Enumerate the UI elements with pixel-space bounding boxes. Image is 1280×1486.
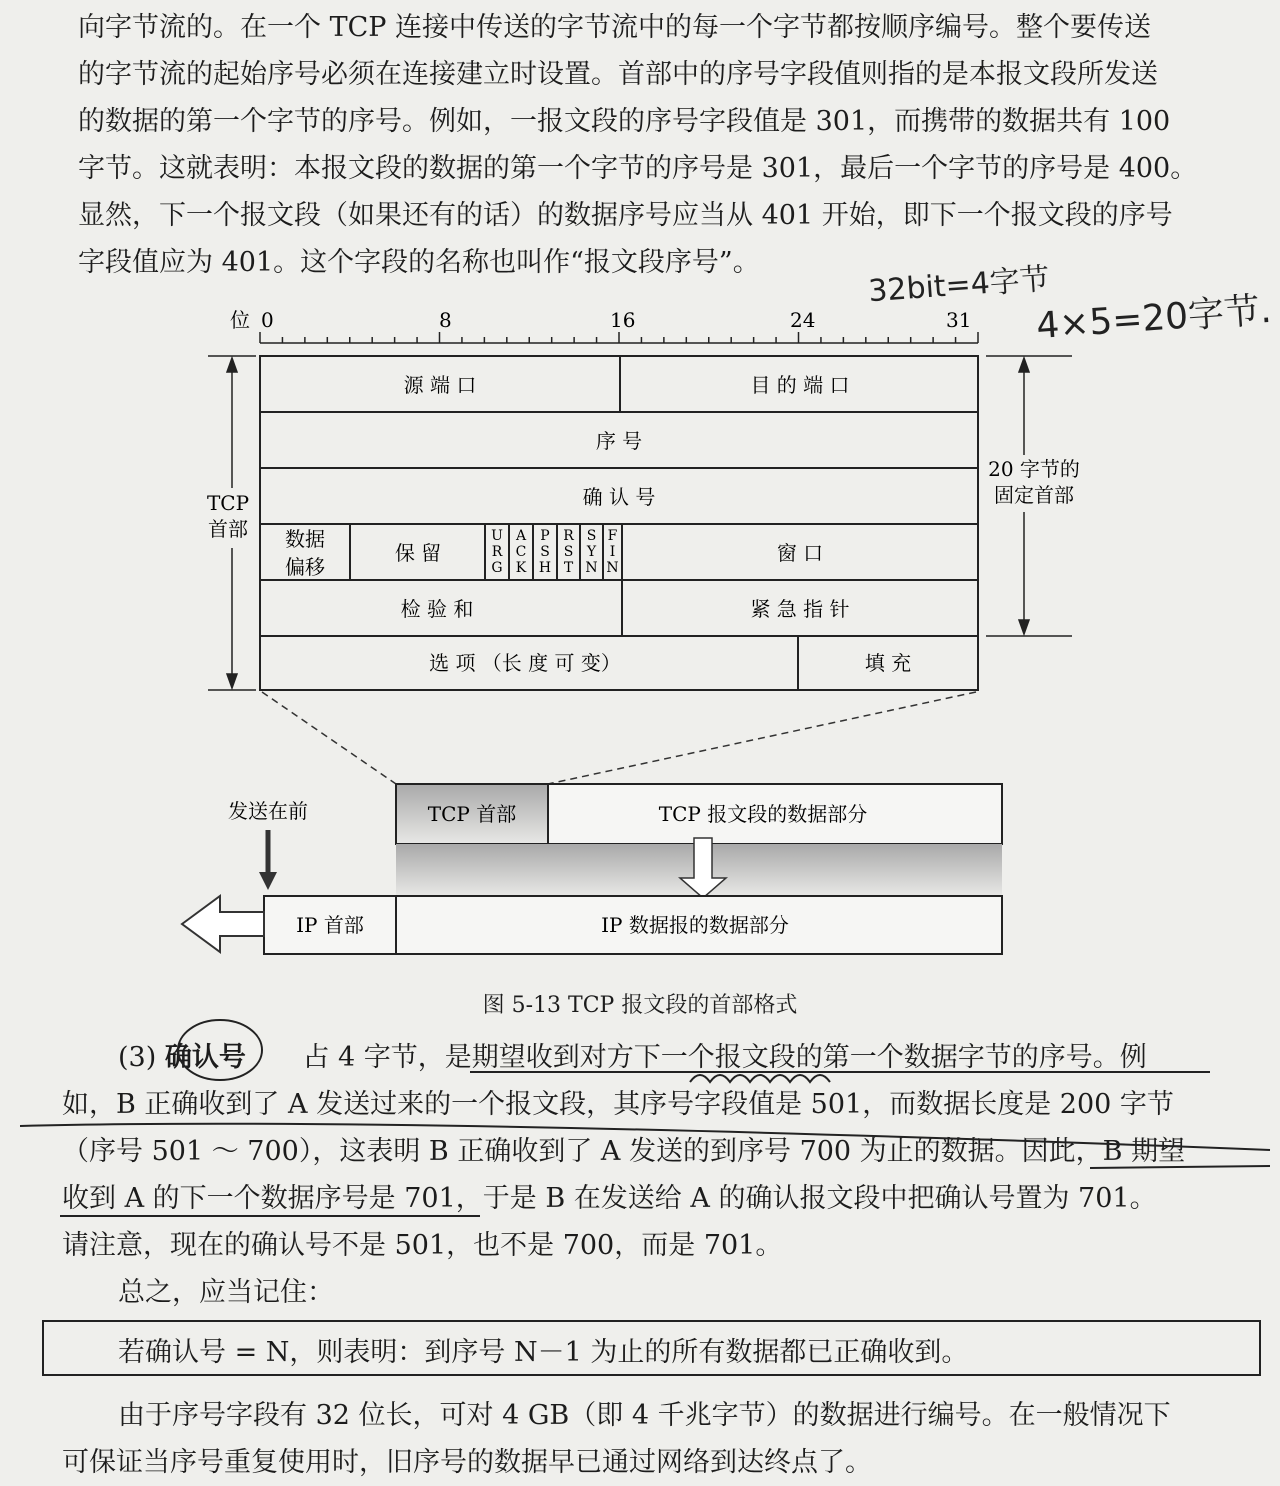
tcp-header-label: 首部 [208, 517, 248, 541]
flag-label-urg: U R G [491, 528, 503, 576]
field-options: 选 项 （长 度 可 变） [429, 651, 621, 675]
bottom-paragraph [62, 1392, 1252, 1486]
text-line: 的数据的第一个字节的序号。例如，一报文段的序号字段值是 301，而携带的数据共有 100 [78, 106, 1171, 137]
item-number: (3) [118, 1042, 157, 1073]
field-dst-port: 目 的 端 口 [750, 373, 850, 397]
rule-box [42, 1320, 1261, 1376]
tcp-segment-data: TCP 报文段的数据部分 [658, 802, 868, 826]
ack-paragraph [62, 1034, 1252, 1316]
fixed-header-label: 固定首部 [994, 483, 1074, 507]
flag-label-ack: A C K [515, 528, 527, 576]
projection-lines [262, 692, 976, 784]
field-urgent: 紧 急 指 针 [750, 597, 850, 621]
tick-label: 0 [261, 308, 274, 332]
tick-label: 8 [439, 308, 452, 332]
text-line: （序号 501 ～ 700），这表明 B 正确收到了 A 发送的到序号 700 为止的数据。因此，B 期望 [62, 1136, 1186, 1167]
handwritten-note-bits: 32bit=4字节 [867, 261, 1051, 310]
send-first-arrow-icon [259, 830, 277, 890]
text-line: 如，B 正确收到了 A 发送过来的一个报文段，其序号字段值是 501，而数据长度是 200 字节 [62, 1089, 1174, 1120]
field-window: 窗 口 [776, 541, 824, 565]
left-arrow-icon [182, 896, 264, 952]
tick-label: 24 [790, 308, 816, 332]
text-line: 字节。这就表明：本报文段的数据的第一个字节的序号是 301，最后一个字节的序号是 400。 [78, 153, 1198, 184]
text-line: 字段值应为 401。这个字段的名称也叫作“报文段序号”。 [78, 247, 760, 278]
field-src-port: 源 端 口 [403, 373, 477, 397]
text-line: 收到 A 的下一个数据序号是 701，于是 B 在发送给 A 的确认报文段中把确认号置为 701。 [62, 1183, 1157, 1214]
bit-ruler [260, 332, 978, 343]
flag-label-rst: R S T [563, 528, 574, 576]
ip-data: IP 数据报的数据部分 [601, 913, 789, 937]
summary-line: 总之，应当记住： [118, 1277, 334, 1308]
rule-text: 若确认号 = N，则表明：到序号 N－1 为止的所有数据都已正确收到。 [118, 1337, 969, 1368]
tcp-segment-header: TCP 首部 [427, 802, 517, 826]
field-seq: 序 号 [595, 429, 643, 453]
field-ack: 确 认 号 [582, 485, 656, 509]
handwritten-note-bytes: 4×5=20字节. [1035, 289, 1273, 348]
text-line: 向字节流的。在一个 TCP 连接中传送的字节流中的每一个字节都按顺序编号。整个要传送 [78, 12, 1151, 43]
field-data-offset: 数据 [285, 527, 325, 551]
flag-labels [491, 528, 619, 576]
ip-header: IP 首部 [296, 913, 364, 937]
field-padding: 填 充 [864, 651, 912, 675]
flag-label-syn: S Y N [585, 528, 598, 576]
text-line: 显然，下一个报文段（如果还有的话）的数据序号应当从 401 开始，即下一个报文段的序号 [78, 200, 1173, 231]
figure-caption: 图 5-13 TCP 报文段的首部格式 [482, 993, 798, 1018]
term-ack-number: 确认号 [164, 1042, 246, 1073]
bit-label: 位 [230, 308, 250, 332]
text-line: 由于序号字段有 32 位长，可对 4 GB（即 4 千兆字节）的数据进行编号。在一般情况下 [118, 1400, 1171, 1431]
flag-label-psh: P S H [538, 528, 552, 576]
fixed-header-label: 20 字节的 [988, 457, 1080, 481]
text-line: 的字节流的起始序号必须在连接建立时设置。首部中的序号字段值则指的是本报文段所发送 [78, 59, 1158, 90]
tick-label: 16 [610, 308, 636, 332]
field-data-offset: 偏移 [285, 555, 325, 579]
header-grid [260, 356, 978, 690]
text-line: 请注意，现在的确认号不是 501，也不是 700，而是 701。 [62, 1230, 783, 1261]
tick-label: 31 [946, 308, 972, 332]
tcp-header-label: TCP [206, 491, 250, 515]
field-reserved: 保 留 [394, 541, 442, 565]
text-line: 占 4 字节，是期望收到对方下一个报文段的第一个数据字节的序号。例 [302, 1042, 1147, 1073]
field-checksum: 检 验 和 [400, 597, 474, 621]
send-first-label: 发送在前 [228, 799, 308, 823]
flag-label-fin: F I N [606, 528, 619, 576]
text-line: 可保证当序号重复使用时，旧序号的数据早已通过网络到达终点了。 [62, 1447, 872, 1478]
